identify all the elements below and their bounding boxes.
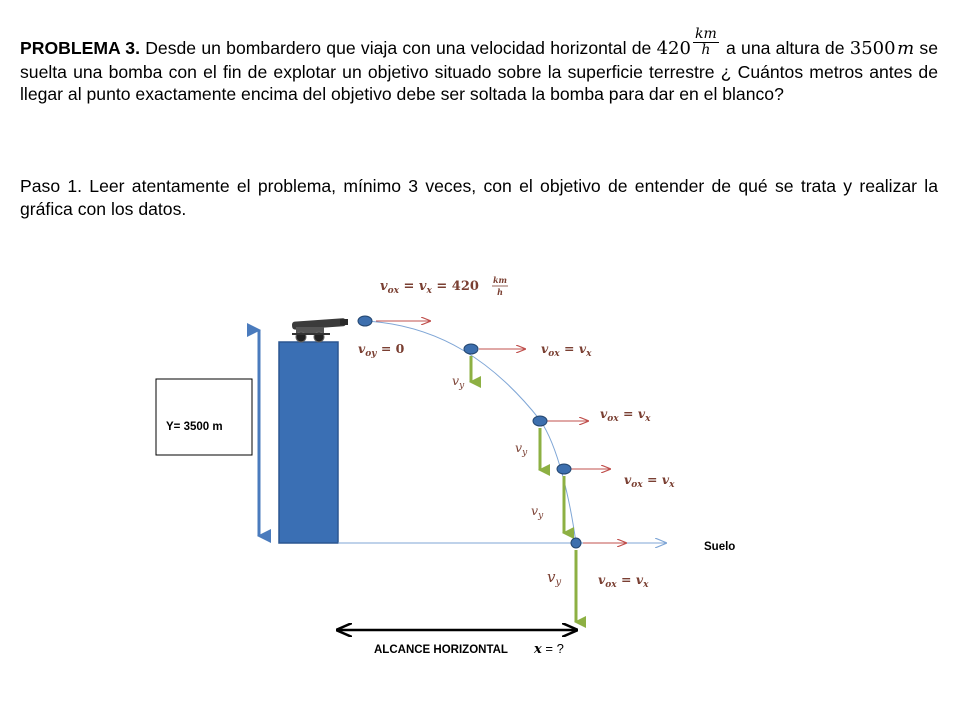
vy-label-4: $v_y$ — [547, 568, 562, 588]
top-label-rhs: = 420 — [431, 279, 479, 294]
initial-velocity-label — [380, 275, 508, 297]
projectile-ball-2 — [464, 344, 478, 354]
top-label-mid-sub: x — [426, 286, 432, 296]
vox-vx-label-2: $v_{ox} = v_x$ — [600, 406, 651, 424]
top-label-mid: v — [418, 279, 427, 294]
problem-text-3: se suelta una bomba con el fin de explotar un objetivo situado sobre la superficie terrestre ¿ Cuántos metros antes de llegar al punto exactamente encima del objetivo debe ser soltada la bomba para dar en el blanco? — [20, 38, 938, 104]
projectile-ball-4 — [557, 464, 571, 474]
ground-label: Suelo — [704, 541, 736, 553]
projectile-ball-3 — [533, 416, 547, 426]
vox-vx-label-4: $v_{ox} = v_x$ — [598, 572, 649, 590]
top-label-lhs: v — [380, 279, 388, 294]
projectile-ball-5 — [571, 538, 581, 548]
top-label-unit-num: km — [492, 275, 508, 285]
problem-text-1: Desde un bombardero que viaja con una velocidad horizontal de — [139, 38, 657, 58]
range-label: ALCANCE HORIZONTAL — [374, 644, 508, 656]
range-formula: x = ? — [534, 641, 564, 657]
top-label-lhs-sub: ox — [387, 286, 399, 296]
step-1-text: Paso 1. Leer atentamente el problema, mínimo 3 veces, con el objetivo de entender de qué se trata y realizar la gráfica con los datos. — [20, 176, 938, 219]
speed-unit-numerator: km — [694, 25, 717, 42]
top-label-unit-den: h — [497, 287, 503, 297]
vox-vx-label-1: $v_{ox} = v_x$ — [541, 341, 592, 359]
vox-vx-label-3: $v_{ox} = v_x$ — [624, 472, 675, 490]
cannon-icon — [292, 318, 348, 342]
problem-title: PROBLEMA 3. — [20, 38, 140, 58]
height-label-box — [156, 379, 252, 455]
height-unit: m — [897, 38, 915, 59]
vy-label-3: $v_y$ — [531, 503, 544, 521]
svg-text:vox = vx = 420 — [380, 279, 479, 296]
height-value: 3500 — [849, 38, 896, 59]
top-label-eq: = — [398, 279, 419, 294]
voy-label: $v_{oy} = 0$ — [358, 341, 405, 359]
speed-value: 420 — [656, 38, 691, 59]
tower — [279, 342, 338, 543]
projectile-ball-1 — [358, 316, 372, 326]
vy-label-1: $v_y$ — [452, 373, 465, 391]
speed-unit-denominator: h — [701, 41, 711, 58]
height-label: Y= 3500 m — [166, 421, 223, 433]
problem-text-2: a una altura de — [720, 38, 850, 58]
vy-label-2: $v_y$ — [515, 440, 528, 458]
